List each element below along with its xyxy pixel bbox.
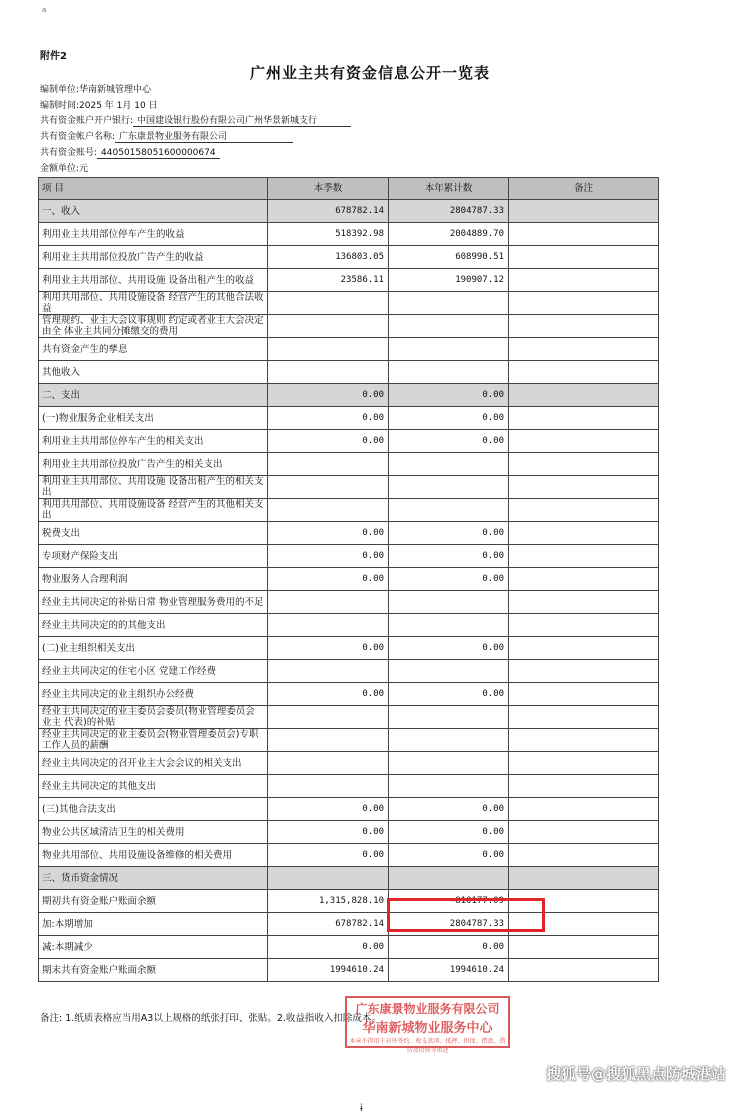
table-row [39,453,659,476]
row-item: 期初共有资金账户账面余额 [39,890,268,913]
meta-bank [40,113,351,127]
row-year-value: 1994610.24 [389,959,509,982]
row-item: 利用共用部位、共用设施设备 经营产生的其他相关支出 [39,499,268,522]
seal-line-3: 本章不得用于对外签约、收支款项、抵押、担保、借款、借贷及投资等用途 [349,1038,506,1054]
table-row [39,476,659,499]
row-remark [509,476,659,499]
row-quarter-value [268,476,389,499]
row-item: 共有资金产生的孳息 [39,338,268,361]
row-item: (二)业主组织相关支出 [39,637,268,660]
row-item: 物业共用部位、共用设施设备维修的相关费用 [39,844,268,867]
table-row [39,913,659,936]
table-header-row [39,178,659,200]
row-remark [509,246,659,269]
row-item: 其他收入 [39,361,268,384]
row-item: 经业主共同决定的召开业主大会会议的相关支出 [39,752,268,775]
table-row [39,338,659,361]
footnote: 备注: 1.纸质表格应当用A3以上规格的纸张打印、张贴。2.收益指收入扣除成本。 [40,1013,381,1024]
table-row [39,361,659,384]
attachment-label: 附件2 [40,51,67,62]
highlight-box [387,898,545,932]
disclosure-table [38,177,659,982]
page-title: 广州业主共有资金信息公开一览表 [249,64,490,82]
header-year: 本年累计数 [389,178,509,200]
row-quarter-value [268,706,389,729]
table-row [39,430,659,453]
row-year-value [389,453,509,476]
row-remark [509,706,659,729]
corner-mark: a [42,6,47,14]
row-year-value [389,660,509,683]
row-remark [509,660,659,683]
row-item: 管理规约、业主大会议事规则 约定或者业主大会决定由全 体业主共同分摊缴交的费用 [39,315,268,338]
row-quarter-value: 136803.05 [268,246,389,269]
row-quarter-value: 0.00 [268,568,389,591]
row-item: 经业主共同决定的其他支出 [39,775,268,798]
row-item: 利用业主共用部位停车产生的收益 [39,223,268,246]
watermark: 搜狐号@搜狐黑点防城港站 [545,1065,726,1083]
row-item: 经业主共同决定的住宅小区 党建工作经费 [39,660,268,683]
table-row [39,890,659,913]
row-remark [509,683,659,706]
table-row [39,315,659,338]
row-year-value: 0.00 [389,407,509,430]
row-quarter-value [268,752,389,775]
meta-bank-label: 共有资金账户开户银行: [40,116,134,126]
row-remark [509,752,659,775]
table-row [39,545,659,568]
row-item: 税费支出 [39,522,268,545]
row-remark [509,867,659,890]
row-year-value: -810177.09 [389,890,509,913]
row-year-value [389,292,509,315]
header-remark: 备注 [509,178,659,200]
table-row [39,614,659,637]
section-row [39,384,659,407]
meta-time [40,98,158,111]
row-year-value: 608990.51 [389,246,509,269]
row-year-value: 0.00 [389,568,509,591]
row-remark [509,269,659,292]
row-remark [509,637,659,660]
row-quarter-value: 0.00 [268,637,389,660]
row-year-value: 2004889.70 [389,223,509,246]
row-remark [509,384,659,407]
row-quarter-value [268,614,389,637]
row-item: 一、收入 [39,200,268,223]
row-remark [509,798,659,821]
row-item: 利用业主共用部位投放广告产生的收益 [39,246,268,269]
table-row [39,821,659,844]
row-item: 加:本期增加 [39,913,268,936]
table-row [39,752,659,775]
row-quarter-value [268,315,389,338]
row-remark [509,292,659,315]
table-row [39,660,659,683]
row-remark [509,568,659,591]
table-row [39,269,659,292]
row-year-value [389,706,509,729]
row-year-value: 0.00 [389,798,509,821]
row-year-value [389,499,509,522]
row-quarter-value: 0.00 [268,522,389,545]
row-remark [509,499,659,522]
row-quarter-value [268,660,389,683]
table-row [39,798,659,821]
row-year-value: 0.00 [389,637,509,660]
table-row [39,568,659,591]
meta-amount-unit: 金额单位:元 [40,164,89,174]
row-year-value: 190907.12 [389,269,509,292]
table-row [39,683,659,706]
row-remark [509,200,659,223]
meta-account-no-value: 44050158051600000674 [97,148,220,159]
row-remark [509,614,659,637]
row-year-value: 0.00 [389,844,509,867]
row-quarter-value [268,729,389,752]
row-remark [509,821,659,844]
row-item: 经业主共同决定的的其他支出 [39,614,268,637]
row-item: 利用业主共用部位停车产生的相关支出 [39,430,268,453]
meta-account-name-label: 共有资金帐户名称: [40,132,116,142]
row-quarter-value [268,338,389,361]
table-row [39,844,659,867]
row-year-value: 2804787.33 [389,200,509,223]
row-quarter-value: 0.00 [268,384,389,407]
row-remark [509,407,659,430]
row-year-value [389,614,509,637]
row-quarter-value: 0.00 [268,844,389,867]
row-year-value [389,729,509,752]
row-year-value: 0.00 [389,522,509,545]
row-quarter-value: 518392.98 [268,223,389,246]
seal-line-1: 广东康景物业服务有限公司 [355,1002,500,1016]
row-quarter-value [268,499,389,522]
row-quarter-value [268,361,389,384]
row-quarter-value [268,292,389,315]
table-row [39,706,659,729]
table-row [39,959,659,982]
row-year-value: 0.00 [389,683,509,706]
row-quarter-value: 23586.11 [268,269,389,292]
row-item: 利用业主共用部位投放广告产生的相关支出 [39,453,268,476]
row-quarter-value: 0.00 [268,821,389,844]
table-row [39,292,659,315]
table-row [39,775,659,798]
row-remark [509,545,659,568]
company-seal [345,996,510,1054]
row-quarter-value: 678782.14 [268,913,389,936]
row-year-value: 0.00 [389,384,509,407]
row-remark [509,453,659,476]
row-item: 减:本期减少 [39,936,268,959]
seal-line-2: 华南新城物业服务中心 [362,1021,493,1036]
table-row [39,499,659,522]
row-remark [509,591,659,614]
row-remark [509,844,659,867]
table-row [39,729,659,752]
row-item: 二、支出 [39,384,268,407]
meta-unit-value: 华南新城管理中心 [79,85,152,95]
row-quarter-value: 678782.14 [268,200,389,223]
row-remark [509,936,659,959]
header-item: 项 目 [39,178,268,200]
meta-time-value: 2025 年 1月 10 日 [79,101,158,111]
row-quarter-value: 0.00 [268,936,389,959]
table-row [39,522,659,545]
row-remark [509,430,659,453]
row-quarter-value [268,453,389,476]
row-item: (三)其他合法支出 [39,798,268,821]
row-quarter-value [268,591,389,614]
meta-bank-value: 中国建设银行股份有限公司广州华景新城支行 [133,113,351,127]
table-row [39,246,659,269]
row-remark [509,338,659,361]
row-item: 三、货币资金情况 [39,867,268,890]
row-quarter-value: 0.00 [268,545,389,568]
row-year-value [389,361,509,384]
row-remark [509,729,659,752]
row-year-value: 0.00 [389,545,509,568]
bottom-mark: ɨ [360,1103,363,1114]
table-row [39,637,659,660]
row-year-value: 0.00 [389,936,509,959]
row-year-value [389,591,509,614]
row-item: 物业服务人合理利润 [39,568,268,591]
row-item: 期末共有资金账户账面余额 [39,959,268,982]
row-quarter-value [268,867,389,890]
row-quarter-value: 0.00 [268,798,389,821]
row-remark [509,959,659,982]
row-item: 经业主共同决定的补贴日常 物业管理服务费用的不足 [39,591,268,614]
row-remark [509,223,659,246]
meta-time-label: 编制时间: [40,101,80,111]
row-remark [509,315,659,338]
row-quarter-value: 0.00 [268,407,389,430]
meta-account-no-label: 共有资金账号: [40,148,98,158]
meta-account-no [40,145,220,159]
section-row [39,200,659,223]
row-item: (一)物业服务企业相关支出 [39,407,268,430]
row-year-value: 0.00 [389,430,509,453]
row-year-value: 2804787.33 [389,913,509,936]
row-quarter-value: 1,315,828.10 [268,890,389,913]
row-item: 经业主共同决定的业主组织办公经费 [39,683,268,706]
table-row [39,591,659,614]
row-year-value [389,315,509,338]
meta-unit-label: 编制单位: [40,85,80,95]
row-remark [509,361,659,384]
row-item: 专项财产保险支出 [39,545,268,568]
row-year-value: 0.00 [389,821,509,844]
table-row [39,936,659,959]
row-remark [509,522,659,545]
row-quarter-value: 1994610.24 [268,959,389,982]
row-item: 物业公共区域清洁卫生的相关费用 [39,821,268,844]
meta-account-name-value: 广东康景物业服务有限公司 [115,129,293,143]
table-row [39,407,659,430]
row-item: 利用业主共用部位、共用设施 设备出租产生的收益 [39,269,268,292]
row-quarter-value: 0.00 [268,430,389,453]
row-year-value [389,338,509,361]
meta-account-name [40,129,293,143]
meta-unit [40,82,151,95]
table-row [39,223,659,246]
row-year-value [389,867,509,890]
section-row [39,867,659,890]
row-year-value [389,775,509,798]
row-year-value [389,476,509,499]
row-item: 经业主共同决定的业主委员会(物业管理委员会)专职工作人员的薪酬 [39,729,268,752]
row-item: 利用业主共用部位、共用设施 设备出租产生的相关支出 [39,476,268,499]
row-item: 利用共用部位、共用设施设备 经营产生的其他合法收益 [39,292,268,315]
row-quarter-value: 0.00 [268,683,389,706]
row-year-value [389,752,509,775]
row-remark [509,775,659,798]
row-quarter-value [268,775,389,798]
header-quarter: 本季数 [268,178,389,200]
row-item: 经业主共同决定的业主委员会委员(物业管理委员会业主 代表)的补贴 [39,706,268,729]
